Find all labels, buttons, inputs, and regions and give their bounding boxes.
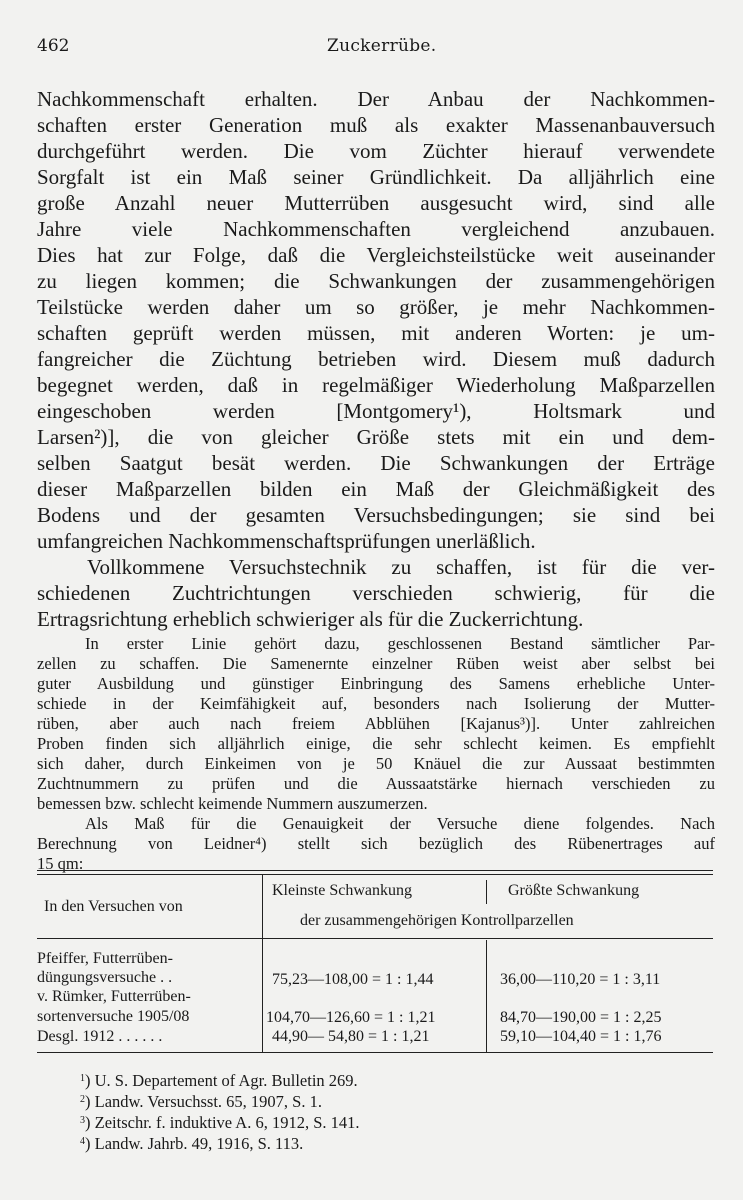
column-header-source: In den Versuchen von: [44, 898, 183, 915]
text-line: begegnet werden, daß in regelmäßiger Wiederholung Maßparzellen: [37, 373, 715, 397]
text-line: Vollkommene Versuchstechnik zu schaffen, ist für die ver-: [87, 555, 715, 579]
text-line: Ertragsrichtung erheblich schwieriger als für die Zuckerrichtung.: [37, 607, 584, 631]
footnote: [80, 1071, 358, 1091]
small-text-line: Zuchtnummern zu prüfen und die Aussaatstärke hiernach verschieden zu: [37, 774, 715, 793]
text-line: dieser Maßparzellen bilden ein Maß der Gleichmäßigkeit des: [37, 477, 715, 501]
small-text-line: guter Ausbildung und günstiger Einbringung des Samens erhebliche Unter-: [37, 674, 715, 693]
column-header-max: Größte Schwankung: [508, 882, 640, 899]
small-text-line: In erster Linie gehört dazu, geschlossenen Bestand sämtlicher Par-: [85, 634, 715, 653]
table-row-label: Desgl. 1912 . . . . . .: [37, 1028, 163, 1045]
footnote-mark-paren: ): [85, 1071, 95, 1090]
text-line: selben Saatgut besät werden. Die Schwankungen der Erträge: [37, 451, 715, 475]
table-cell-max: 59,10—104,40 = 1 : 1,76: [500, 1028, 662, 1045]
footnote-mark: 1: [80, 1073, 85, 1084]
text-line: zu liegen kommen; die Schwankungen der zusammengehörigen: [37, 269, 715, 293]
small-text-line: Berechnung von Leidner⁴) stellt sich bezüglich des Rübenertrages auf: [37, 834, 715, 853]
text-line: durchgeführt werden. Die vom Züchter hierauf verwendete: [37, 139, 715, 163]
table-cell-min: 44,90— 54,80 = 1 : 1,21: [272, 1028, 430, 1045]
page-header: [37, 36, 706, 60]
footnote-mark-paren: ): [85, 1113, 95, 1132]
text-line: Teilstücke werden daher um so größer, je mehr Nachkommen-: [37, 295, 715, 319]
footnote: [80, 1134, 303, 1154]
text-line: Jahre viele Nachkommenschaften vergleichend anzubauen.: [37, 217, 715, 241]
column-header-shared: der zusammengehörigen Kontrollparzellen: [300, 912, 574, 929]
table-header-divider: [486, 880, 487, 904]
text-line: Bodens und der gesamten Versuchsbedingungen; sie sind bei: [37, 503, 715, 527]
footnote-mark-paren: ): [85, 1134, 95, 1153]
footnote-text: U. S. Departement of Agr. Bulletin 269.: [94, 1071, 358, 1090]
small-text-line: Als Maß für die Genauigkeit der Versuche diene folgendes. Nach: [85, 814, 715, 833]
footnote-mark: 4: [80, 1136, 85, 1147]
small-text-line: schiede in der Keimfähigkeit auf, besonders nach Isolierung der Mutter-: [37, 694, 715, 713]
table-cell-min: 75,23—108,00 = 1 : 1,44: [272, 971, 434, 988]
small-text-line: rüben, aber auch nach freiem Abblühen [Kajanus³)]. Unter zahlreichen: [37, 714, 715, 733]
table-row-label: v. Rümker, Futterrüben-: [37, 988, 191, 1005]
footnote-mark: 3: [80, 1115, 85, 1126]
small-text-line: sich daher, durch Einkeimen von je 50 Knäuel die zur Aussaat bestimmten: [37, 754, 715, 773]
table-cell-min: 104,70—126,60 = 1 : 1,21: [266, 1009, 436, 1026]
text-line: Nachkommenschaft erhalten. Der Anbau der Nachkommen-: [37, 87, 715, 111]
table-cell-max: 84,70—190,00 = 1 : 2,25: [500, 1009, 662, 1026]
table-rule-header: [37, 938, 713, 939]
table-cell-max: 36,00—110,20 = 1 : 3,11: [500, 971, 661, 988]
small-text-line: Proben finden sich alljährlich einige, die sehr schlecht keimen. Es empfiehlt: [37, 734, 715, 753]
footnote-text: Zeitschr. f. induktive A. 6, 1912, S. 141.: [94, 1113, 360, 1132]
footnote-text: Landw. Jahrb. 49, 1916, S. 113.: [94, 1134, 304, 1153]
text-line: Larsen²)], die von gleicher Größe stets mit ein und dem-: [37, 425, 715, 449]
table-row-label: düngungsversuche . .: [37, 969, 173, 986]
table-column-divider: [262, 875, 263, 1052]
table-row-label: sortenversuche 1905/08: [37, 1008, 190, 1025]
text-line: schaften erster Generation muß als exakter Massenanbauversuch: [37, 113, 715, 137]
table-row-label: Pfeiffer, Futterrüben-: [37, 950, 173, 967]
text-line: Sorgfalt ist ein Maß seiner Gründlichkeit. Da alljährlich eine: [37, 165, 715, 189]
footnote: [80, 1113, 360, 1133]
table-rule-top: [37, 870, 713, 871]
footnote-mark-paren: ): [85, 1092, 95, 1111]
footnote-mark: 2: [80, 1094, 85, 1105]
table-column-divider: [486, 940, 487, 1052]
small-text-line: bemessen bzw. schlecht keimende Nummern auszumerzen.: [37, 794, 428, 813]
footnote: [80, 1092, 322, 1112]
text-line: große Anzahl neuer Mutterrüben ausgesucht wird, sind alle: [37, 191, 715, 215]
text-line: umfangreichen Nachkommenschaftsprüfungen unerläßlich.: [37, 529, 536, 553]
table-rule-top-2: [37, 874, 713, 875]
text-line: schaften geprüft werden müssen, mit anderen Worten: je um-: [37, 321, 715, 345]
text-line: schiedenen Zuchtrichtungen verschieden schwierig, für die: [37, 581, 715, 605]
column-header-min: Kleinste Schwankung: [272, 882, 412, 899]
page-number: 462: [37, 36, 70, 56]
running-title: Zuckerrübe.: [327, 36, 437, 56]
text-line: fangreicher die Züchtung betrieben wird. Diesem muß dadurch: [37, 347, 715, 371]
table-rule-bottom: [37, 1052, 713, 1053]
text-line: Dies hat zur Folge, daß die Vergleichsteilstücke weit auseinander: [37, 243, 715, 267]
small-text-line: 15 qm:: [37, 854, 84, 873]
text-line: eingeschoben werden [Montgomery¹), Holtsmark und: [37, 399, 715, 423]
small-text-line: zellen zu schaffen. Die Samenernte einzelner Rüben weist aber selbst bei: [37, 654, 715, 673]
footnote-text: Landw. Versuchsst. 65, 1907, S. 1.: [94, 1092, 322, 1111]
